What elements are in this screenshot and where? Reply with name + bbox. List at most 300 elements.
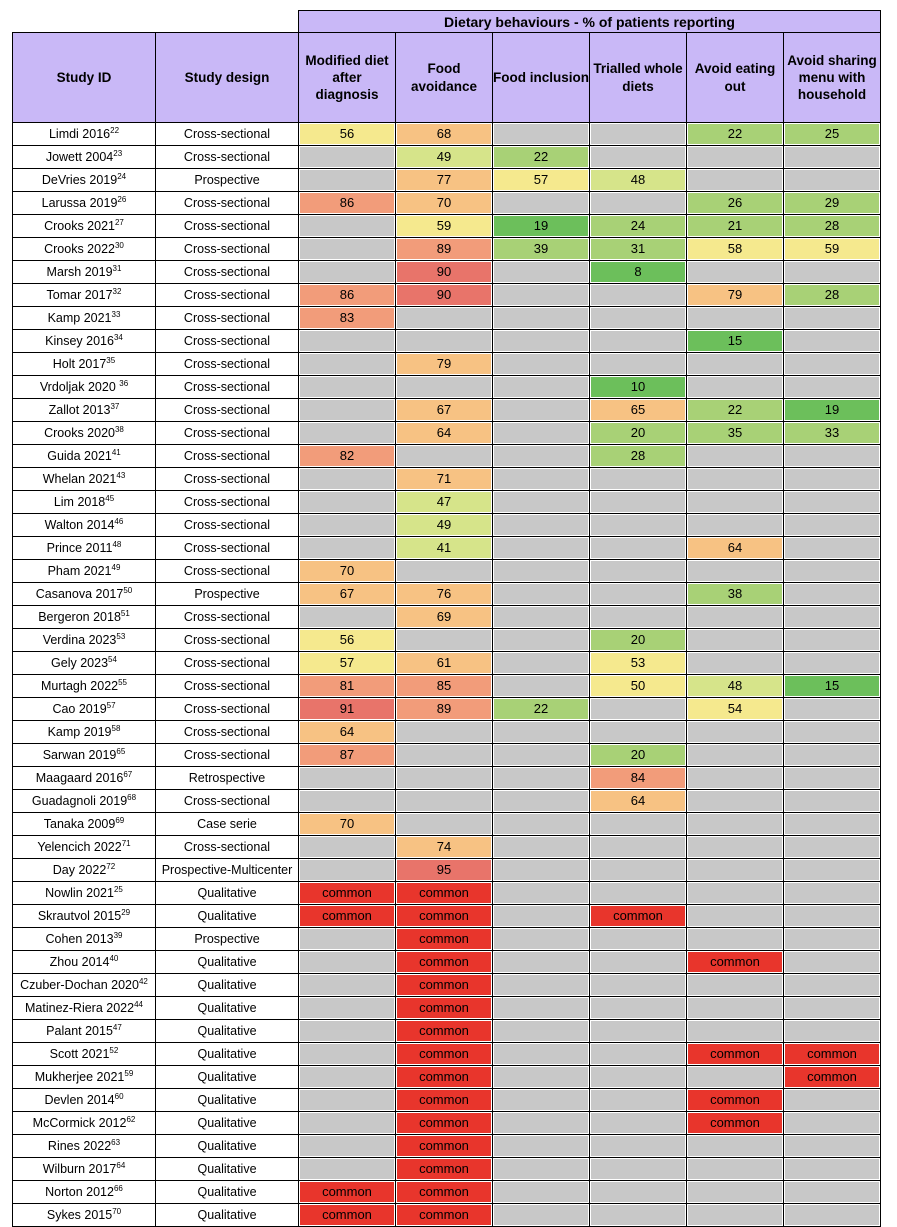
value-food-inclusion: [494, 1205, 588, 1225]
value-cell-avoid-sharing-menu: [784, 606, 881, 629]
value-cell-food-inclusion: [493, 698, 590, 721]
reference-number: 69: [115, 815, 125, 825]
value-cell-trialled-whole-diets: [590, 491, 687, 514]
value-trialled-whole-diets: [591, 883, 685, 903]
value-trialled-whole-diets: [591, 561, 685, 581]
value-trialled-whole-diets: [591, 1113, 685, 1133]
value-cell-trialled-whole-diets: [590, 698, 687, 721]
value-cell-modified-diet: [299, 652, 396, 675]
study-design-cell: Qualitative: [156, 1020, 299, 1043]
value-avoid-sharing-menu: [785, 929, 879, 949]
col-header-study-design: Study design: [156, 33, 299, 123]
value-cell-trialled-whole-diets: [590, 376, 687, 399]
study-id-cell: [13, 123, 156, 146]
study-id: Maagaard 2016: [35, 771, 124, 785]
value-food-avoidance: 89: [397, 699, 491, 719]
value-modified-diet: [300, 423, 394, 443]
value-cell-food-avoidance: [396, 836, 493, 859]
value-food-avoidance: [397, 814, 491, 834]
study-id: Day 2022: [52, 863, 107, 877]
study-design-cell: Case serie: [156, 813, 299, 836]
value-cell-food-avoidance: [396, 1066, 493, 1089]
reference-number: 42: [138, 976, 148, 986]
value-cell-trialled-whole-diets: [590, 238, 687, 261]
value-avoid-eating-out: [688, 1182, 782, 1202]
value-cell-avoid-sharing-menu: [784, 123, 881, 146]
value-cell-food-avoidance: [396, 146, 493, 169]
value-modified-diet: [300, 170, 394, 190]
value-cell-avoid-sharing-menu: [784, 1158, 881, 1181]
value-cell-trialled-whole-diets: [590, 1204, 687, 1227]
value-cell-food-avoidance: [396, 744, 493, 767]
value-trialled-whole-diets: [591, 722, 685, 742]
value-cell-modified-diet: [299, 1158, 396, 1181]
reference-number: 54: [108, 654, 117, 664]
table-row: [13, 859, 881, 882]
value-avoid-eating-out: [688, 515, 782, 535]
value-cell-avoid-eating-out: [687, 422, 784, 445]
value-modified-diet: [300, 1067, 394, 1087]
value-cell-modified-diet: [299, 1089, 396, 1112]
value-cell-food-inclusion: [493, 468, 590, 491]
value-cell-modified-diet: [299, 997, 396, 1020]
table-row: [13, 606, 881, 629]
value-avoid-sharing-menu: 19: [785, 400, 879, 420]
value-avoid-eating-out: [688, 492, 782, 512]
value-cell-trialled-whole-diets: [590, 767, 687, 790]
value-cell-trialled-whole-diets: [590, 284, 687, 307]
study-id: McCormick 2012: [32, 1116, 127, 1130]
value-cell-trialled-whole-diets: [590, 1135, 687, 1158]
value-avoid-eating-out: 22: [688, 400, 782, 420]
value-cell-food-inclusion: [493, 928, 590, 951]
reference-number: 32: [112, 286, 122, 296]
value-trialled-whole-diets: [591, 538, 685, 558]
table-row: [13, 675, 881, 698]
table-row: [13, 215, 881, 238]
value-cell-trialled-whole-diets: [590, 146, 687, 169]
value-cell-avoid-sharing-menu: [784, 1066, 881, 1089]
value-food-inclusion: [494, 193, 588, 213]
value-modified-diet: 91: [300, 699, 394, 719]
value-cell-trialled-whole-diets: [590, 813, 687, 836]
value-avoid-eating-out: [688, 377, 782, 397]
value-cell-avoid-eating-out: [687, 353, 784, 376]
study-design-cell: Cross-sectional: [156, 606, 299, 629]
value-cell-trialled-whole-diets: [590, 468, 687, 491]
value-cell-avoid-eating-out: [687, 951, 784, 974]
study-design-cell: Cross-sectional: [156, 284, 299, 307]
value-cell-avoid-eating-out: [687, 1158, 784, 1181]
value-avoid-sharing-menu: [785, 515, 879, 535]
study-design-cell: Qualitative: [156, 1181, 299, 1204]
study-design-cell: Cross-sectional: [156, 721, 299, 744]
value-cell-avoid-eating-out: [687, 652, 784, 675]
study-id-cell: [13, 675, 156, 698]
value-food-inclusion: 39: [494, 239, 588, 259]
value-avoid-sharing-menu: [785, 1205, 879, 1225]
value-food-inclusion: [494, 423, 588, 443]
value-cell-avoid-sharing-menu: [784, 468, 881, 491]
study-design-cell: Qualitative: [156, 1112, 299, 1135]
value-avoid-eating-out: [688, 469, 782, 489]
study-design-cell: Cross-sectional: [156, 675, 299, 698]
value-food-inclusion: [494, 975, 588, 995]
study-id-cell: [13, 1020, 156, 1043]
study-id-cell: [13, 1043, 156, 1066]
study-id-cell: [13, 606, 156, 629]
value-cell-avoid-sharing-menu: [784, 767, 881, 790]
study-id: DeVries 2019: [41, 173, 118, 187]
study-design-cell: Cross-sectional: [156, 238, 299, 261]
value-food-inclusion: 22: [494, 699, 588, 719]
study-id: Zallot 2013: [48, 403, 111, 417]
study-id: Cao 2019: [52, 702, 107, 716]
reference-number: 64: [116, 1160, 126, 1170]
value-cell-food-avoidance: [396, 537, 493, 560]
value-food-inclusion: [494, 630, 588, 650]
value-food-avoidance: [397, 768, 491, 788]
value-cell-trialled-whole-diets: [590, 422, 687, 445]
value-modified-diet: [300, 331, 394, 351]
value-cell-food-avoidance: [396, 928, 493, 951]
reference-number: 23: [113, 148, 123, 158]
table-row: [13, 376, 881, 399]
value-cell-trialled-whole-diets: [590, 353, 687, 376]
value-modified-diet: 82: [300, 446, 394, 466]
value-cell-food-avoidance: [396, 261, 493, 284]
reference-number: 70: [112, 1206, 122, 1216]
reference-number: 71: [121, 838, 131, 848]
value-avoid-sharing-menu: [785, 538, 879, 558]
value-cell-food-avoidance: [396, 1020, 493, 1043]
study-id-cell: [13, 445, 156, 468]
value-cell-trialled-whole-diets: [590, 583, 687, 606]
study-design-cell: Qualitative: [156, 1089, 299, 1112]
value-food-inclusion: [494, 745, 588, 765]
table-row: [13, 905, 881, 928]
value-cell-avoid-sharing-menu: [784, 146, 881, 169]
study-id: Walton 2014: [44, 518, 115, 532]
study-id: Murtagh 2022: [40, 679, 119, 693]
table-row: [13, 1089, 881, 1112]
study-id-cell: [13, 1135, 156, 1158]
value-cell-food-inclusion: [493, 882, 590, 905]
value-food-avoidance: common: [397, 1205, 491, 1225]
value-cell-food-inclusion: [493, 813, 590, 836]
value-avoid-eating-out: [688, 262, 782, 282]
value-cell-avoid-eating-out: [687, 1112, 784, 1135]
value-trialled-whole-diets: [591, 285, 685, 305]
table-row: [13, 514, 881, 537]
value-cell-avoid-eating-out: [687, 123, 784, 146]
value-cell-avoid-sharing-menu: [784, 560, 881, 583]
value-cell-modified-diet: [299, 928, 396, 951]
study-design-cell: Cross-sectional: [156, 537, 299, 560]
value-cell-modified-diet: [299, 905, 396, 928]
value-cell-food-avoidance: [396, 468, 493, 491]
value-cell-avoid-eating-out: [687, 859, 784, 882]
value-avoid-sharing-menu: [785, 768, 879, 788]
value-cell-food-inclusion: [493, 1112, 590, 1135]
value-cell-avoid-eating-out: [687, 169, 784, 192]
study-id-cell: [13, 514, 156, 537]
reference-number: 48: [112, 539, 122, 549]
value-modified-diet: [300, 216, 394, 236]
table-row: [13, 813, 881, 836]
value-avoid-sharing-menu: [785, 722, 879, 742]
study-design-cell: Cross-sectional: [156, 468, 299, 491]
value-avoid-sharing-menu: [785, 1090, 879, 1110]
value-cell-food-inclusion: [493, 284, 590, 307]
value-avoid-eating-out: [688, 883, 782, 903]
value-modified-diet: [300, 1159, 394, 1179]
value-avoid-sharing-menu: [785, 446, 879, 466]
study-id: Norton 2012: [45, 1185, 114, 1199]
value-avoid-eating-out: [688, 906, 782, 926]
value-trialled-whole-diets: 8: [591, 262, 685, 282]
value-food-inclusion: [494, 929, 588, 949]
value-cell-food-avoidance: [396, 652, 493, 675]
value-food-avoidance: common: [397, 883, 491, 903]
study-id: Casanova 2017: [35, 587, 124, 601]
value-cell-avoid-eating-out: [687, 192, 784, 215]
value-cell-food-avoidance: [396, 445, 493, 468]
value-avoid-eating-out: [688, 308, 782, 328]
value-cell-food-inclusion: [493, 192, 590, 215]
value-cell-food-avoidance: [396, 330, 493, 353]
value-cell-trialled-whole-diets: [590, 445, 687, 468]
value-cell-trialled-whole-diets: [590, 1089, 687, 1112]
table-row: [13, 261, 881, 284]
value-modified-diet: [300, 1090, 394, 1110]
reference-number: 25: [113, 884, 123, 894]
table-row: [13, 951, 881, 974]
value-cell-trialled-whole-diets: [590, 951, 687, 974]
study-design-cell: Cross-sectional: [156, 560, 299, 583]
value-cell-food-inclusion: [493, 859, 590, 882]
value-avoid-eating-out: [688, 1136, 782, 1156]
study-id: Kamp 2021: [47, 311, 112, 325]
value-modified-diet: common: [300, 1205, 394, 1225]
value-cell-food-inclusion: [493, 629, 590, 652]
value-trialled-whole-diets: 24: [591, 216, 685, 236]
value-cell-avoid-sharing-menu: [784, 721, 881, 744]
value-cell-food-avoidance: [396, 951, 493, 974]
value-food-avoidance: 70: [397, 193, 491, 213]
value-cell-modified-diet: [299, 468, 396, 491]
value-modified-diet: [300, 791, 394, 811]
value-avoid-sharing-menu: [785, 354, 879, 374]
table-row: [13, 698, 881, 721]
value-avoid-eating-out: 79: [688, 285, 782, 305]
value-cell-food-inclusion: [493, 974, 590, 997]
value-food-avoidance: 71: [397, 469, 491, 489]
table-row: [13, 399, 881, 422]
study-id: Guida 2021: [47, 449, 112, 463]
value-food-avoidance: common: [397, 1182, 491, 1202]
value-cell-food-avoidance: [396, 905, 493, 928]
study-id-cell: [13, 261, 156, 284]
value-cell-avoid-eating-out: [687, 307, 784, 330]
study-design-cell: Qualitative: [156, 905, 299, 928]
value-modified-diet: [300, 998, 394, 1018]
value-food-inclusion: [494, 998, 588, 1018]
reference-number: 60: [114, 1091, 124, 1101]
value-food-inclusion: [494, 837, 588, 857]
value-food-avoidance: [397, 630, 491, 650]
value-trialled-whole-diets: 20: [591, 745, 685, 765]
value-trialled-whole-diets: 65: [591, 400, 685, 420]
value-trialled-whole-diets: 84: [591, 768, 685, 788]
value-cell-food-avoidance: [396, 629, 493, 652]
value-food-avoidance: common: [397, 1021, 491, 1041]
value-trialled-whole-diets: 50: [591, 676, 685, 696]
value-cell-modified-diet: [299, 514, 396, 537]
value-avoid-eating-out: [688, 1159, 782, 1179]
value-avoid-eating-out: [688, 630, 782, 650]
study-id-cell: [13, 698, 156, 721]
value-cell-food-avoidance: [396, 284, 493, 307]
value-trialled-whole-diets: [591, 193, 685, 213]
value-food-avoidance: common: [397, 929, 491, 949]
table-row: [13, 422, 881, 445]
value-cell-modified-diet: [299, 1204, 396, 1227]
study-design-cell: Qualitative: [156, 1043, 299, 1066]
value-trialled-whole-diets: [591, 124, 685, 144]
value-food-avoidance: common: [397, 975, 491, 995]
value-cell-food-inclusion: [493, 560, 590, 583]
value-avoid-sharing-menu: [785, 561, 879, 581]
value-cell-food-avoidance: [396, 123, 493, 146]
value-cell-avoid-sharing-menu: [784, 399, 881, 422]
study-id-cell: [13, 836, 156, 859]
value-cell-avoid-sharing-menu: [784, 974, 881, 997]
value-avoid-eating-out: common: [688, 952, 782, 972]
value-avoid-sharing-menu: [785, 262, 879, 282]
reference-number: 31: [112, 263, 122, 273]
value-food-inclusion: [494, 538, 588, 558]
value-cell-avoid-sharing-menu: [784, 491, 881, 514]
value-avoid-sharing-menu: [785, 1182, 879, 1202]
value-avoid-sharing-menu: 15: [785, 676, 879, 696]
value-trialled-whole-diets: [591, 354, 685, 374]
value-modified-diet: 87: [300, 745, 394, 765]
value-food-inclusion: [494, 584, 588, 604]
value-avoid-eating-out: [688, 561, 782, 581]
reference-number: 46: [114, 516, 124, 526]
study-id-cell: [13, 215, 156, 238]
value-cell-food-avoidance: [396, 1043, 493, 1066]
value-cell-avoid-eating-out: [687, 974, 784, 997]
study-id-cell: [13, 238, 156, 261]
value-cell-avoid-eating-out: [687, 146, 784, 169]
col-header-avoid-eating-out: Avoid eating out: [687, 33, 784, 123]
study-id: Zhou 2014: [49, 955, 110, 969]
value-cell-avoid-sharing-menu: [784, 698, 881, 721]
value-food-avoidance: 79: [397, 354, 491, 374]
value-cell-trialled-whole-diets: [590, 537, 687, 560]
study-design-cell: Qualitative: [156, 974, 299, 997]
reference-number: 47: [112, 1022, 122, 1032]
reference-number: 43: [116, 470, 126, 480]
table-row: [13, 445, 881, 468]
value-food-avoidance: 49: [397, 147, 491, 167]
study-design-cell: Prospective: [156, 169, 299, 192]
study-design-cell: Cross-sectional: [156, 422, 299, 445]
value-trialled-whole-diets: [591, 492, 685, 512]
col-header-trialled-whole-diets: Trialled whole diets: [590, 33, 687, 123]
value-avoid-sharing-menu: [785, 584, 879, 604]
value-modified-diet: [300, 147, 394, 167]
value-modified-diet: [300, 538, 394, 558]
value-food-inclusion: [494, 515, 588, 535]
value-cell-food-avoidance: [396, 675, 493, 698]
value-cell-avoid-eating-out: [687, 445, 784, 468]
value-cell-food-inclusion: [493, 790, 590, 813]
table-row: [13, 307, 881, 330]
reference-number: 59: [124, 1068, 134, 1078]
value-cell-modified-diet: [299, 1112, 396, 1135]
value-food-inclusion: [494, 262, 588, 282]
value-cell-food-avoidance: [396, 813, 493, 836]
value-cell-trialled-whole-diets: [590, 675, 687, 698]
reference-number: 53: [116, 631, 126, 641]
value-cell-modified-diet: [299, 836, 396, 859]
value-cell-avoid-eating-out: [687, 928, 784, 951]
value-cell-food-inclusion: [493, 1089, 590, 1112]
value-cell-trialled-whole-diets: [590, 629, 687, 652]
value-cell-food-avoidance: [396, 1089, 493, 1112]
value-food-avoidance: [397, 561, 491, 581]
value-cell-trialled-whole-diets: [590, 1112, 687, 1135]
study-design-cell: Prospective: [156, 583, 299, 606]
value-avoid-sharing-menu: [785, 147, 879, 167]
value-cell-food-inclusion: [493, 215, 590, 238]
value-cell-food-inclusion: [493, 767, 590, 790]
value-avoid-eating-out: [688, 1067, 782, 1087]
study-id-cell: [13, 376, 156, 399]
study-id: Devlen 2014: [44, 1093, 115, 1107]
value-avoid-sharing-menu: [785, 745, 879, 765]
value-food-avoidance: [397, 446, 491, 466]
value-modified-diet: 57: [300, 653, 394, 673]
table-row: [13, 767, 881, 790]
value-modified-diet: 56: [300, 630, 394, 650]
value-food-inclusion: [494, 952, 588, 972]
value-trialled-whole-diets: 10: [591, 377, 685, 397]
value-avoid-sharing-menu: [785, 814, 879, 834]
table-row: [13, 836, 881, 859]
value-cell-avoid-eating-out: [687, 1204, 784, 1227]
value-cell-avoid-sharing-menu: [784, 1135, 881, 1158]
value-cell-trialled-whole-diets: [590, 261, 687, 284]
col-header-avoid-sharing-menu: Avoid sharing menu with household: [784, 33, 881, 123]
study-id: Larussa 2019: [41, 196, 118, 210]
value-cell-avoid-sharing-menu: [784, 675, 881, 698]
value-food-avoidance: 49: [397, 515, 491, 535]
value-cell-food-avoidance: [396, 514, 493, 537]
value-avoid-eating-out: [688, 170, 782, 190]
value-cell-modified-diet: [299, 882, 396, 905]
reference-number: 24: [117, 171, 127, 181]
study-id-cell: [13, 1158, 156, 1181]
value-cell-avoid-sharing-menu: [784, 445, 881, 468]
value-cell-modified-diet: [299, 974, 396, 997]
value-avoid-sharing-menu: common: [785, 1044, 879, 1064]
value-cell-food-inclusion: [493, 1181, 590, 1204]
table-row: [13, 192, 881, 215]
